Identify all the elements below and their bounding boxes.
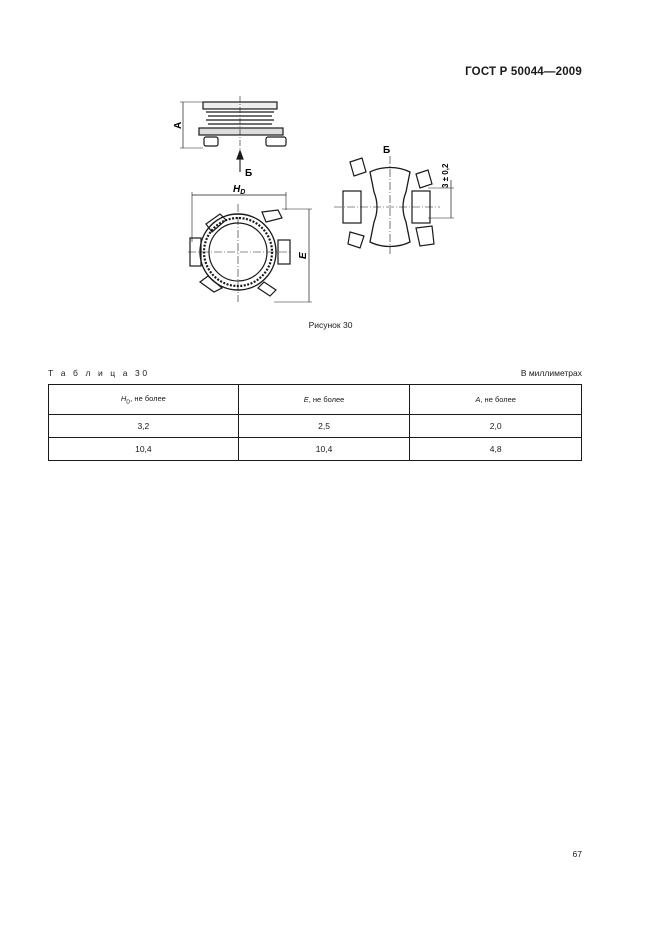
header-a: A, не более [410, 385, 582, 415]
view-arrow-label: Б [245, 168, 253, 179]
table-cell: 2,5 [238, 415, 410, 438]
table-label: Т а б л и ц а 30 [48, 368, 150, 378]
table-row [49, 415, 582, 438]
table-cell: 10,4 [238, 438, 410, 461]
dim-h-sub: D [240, 189, 246, 196]
top-view [188, 204, 290, 302]
side-view [199, 96, 286, 150]
table-cell: 10,4 [49, 438, 239, 461]
dimensions-table [48, 384, 582, 461]
view-b-title: Б [383, 145, 391, 156]
view-b-detail [334, 156, 440, 254]
dim-gap-label: 3 ± 0,2 [441, 163, 450, 188]
svg-text:HD [233, 184, 245, 196]
table-unit: В миллиметрах [520, 368, 582, 378]
table-cell: 4,8 [410, 438, 582, 461]
figure-caption: Рисунок 30 [308, 320, 353, 330]
table-cell: 3,2 [49, 415, 239, 438]
header-e: E, не более [238, 385, 410, 415]
header-hd: $H_D$, не более [49, 385, 239, 415]
standard-number: ГОСТ Р 50044—2009 [465, 66, 582, 78]
table-row [49, 438, 582, 461]
page-number: 67 [572, 849, 582, 859]
dim-e-label: E [298, 252, 309, 259]
table-cell: 2,0 [410, 415, 582, 438]
dim-h-label: H [233, 184, 241, 195]
technical-drawing [170, 92, 470, 312]
dim-a-label: А [173, 121, 184, 129]
table-header-row [49, 385, 582, 415]
